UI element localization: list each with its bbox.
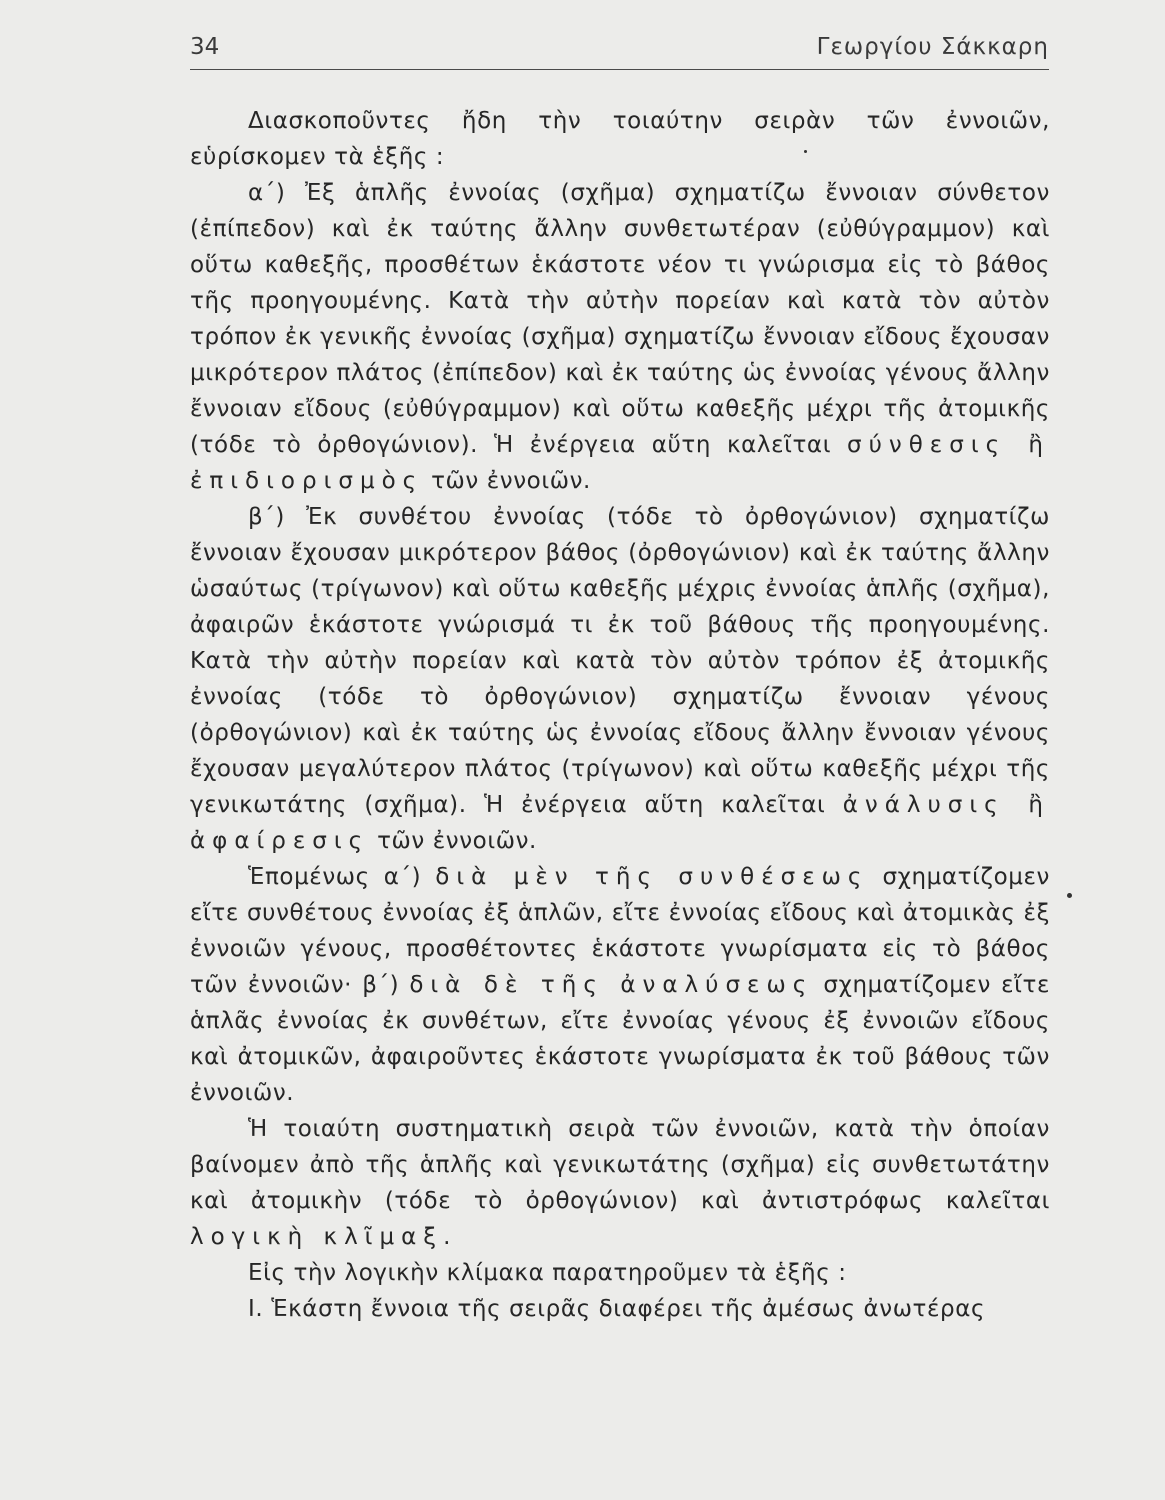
paragraph-observations-text: Εἰς τὴν λογικὴν κλίμακα παρατηροῦμεν τὰ ἑξῆς : xyxy=(248,1260,847,1286)
paragraph-consequently-middle: σχηματίζομεν εἴτε συνθέτους ἐννοίας ἐξ ἁπλῶν, εἴτε ἐννοίας εἴδους καὶ ἀτομικὰς ἐξ ἐννοιῶν γένους, προσθέτοντες ἑκάστοτε γνωρίσματα εἰς τὸ βάθος τῶν ἐννοιῶν· β΄) xyxy=(190,864,1050,998)
term-by-synthesis: διὰ μὲν τῆς συνθέσεως xyxy=(435,864,869,890)
term-logical-ladder: λογικὴ κλῖμαξ. xyxy=(190,1224,458,1250)
paragraph-logical-ladder xyxy=(190,1111,1050,1255)
paragraph-observations xyxy=(190,1255,1050,1291)
running-title: Γεωργίου Σάκκαρη xyxy=(816,34,1049,60)
body-text xyxy=(190,103,1050,1327)
paragraph-synthesis-end: τῶν ἐννοιῶν. xyxy=(431,468,591,494)
page-number: 34 xyxy=(190,34,220,60)
paragraph-intro xyxy=(190,103,1050,175)
paragraph-analysis-text: β΄) Ἐκ συνθέτου ἐννοίας (τόδε τὸ ὀρθογώνιον) σχηματίζω ἔννοιαν ἔχουσαν μικρότερον βάθος (ὀρθογώνιον) καὶ ἐκ ταύτης ἄλλην ὡσαύτως (τρίγωνον) καὶ οὕτω καθεξῆς μέχρις ἐννοίας ἁπλῆς (σχῆμα), ἀφαιρῶν ἑκάστοτε γνώρισμά τι ἐκ τοῦ βάθους τῆς προηγουμένης. Κατὰ τὴν αὐτὴν πορείαν καὶ κατὰ τὸν αὐτὸν τρόπον ἐξ ἀτομικῆς ἐννοίας (τόδε τὸ ὀρθογώνιον) σχηματίζω ἔννοιαν γένους (ὀρθογώνιον) καὶ ἐκ ταύτης ὡς ἐννοίας εἴδους ἄλλην ἔννοιαν γένους ἔχουσαν μεγαλύτερον πλάτος (τρίγωνον) καὶ οὕτω καθεξῆς μέχρι τῆς γενικωτάτης (σχῆμα). Ἡ ἐνέργεια αὕτη καλεῖται xyxy=(190,504,1050,818)
paragraph-consequently-end: σχηματίζομεν εἴτε ἁπλᾶς ἐννοίας ἐκ συνθέτων, εἴτε ἐννοίας γένους ἐξ ἐννοιῶν εἴδους καὶ ἀτομικῶν, ἀφαιροῦντες ἑκάστοτε γνωρίσματα ἐκ τοῦ βάθους τῶν ἐννοιῶν. xyxy=(190,972,1050,1106)
term-by-analysis: διὰ δὲ τῆς ἀναλύσεως xyxy=(409,972,814,998)
term-analysis: ἀνάλυσις ἢ ἀφαίρεσις xyxy=(190,792,1050,854)
paragraph-point-one xyxy=(190,1291,1050,1327)
paragraph-intro-text: Διασκοποῦντες ἤδη τὴν τοιαύτην σειρὰν τῶν ἐννοιῶν, εὑρίσκομεν τὰ ἑξῆς : xyxy=(190,108,1050,170)
paragraph-analysis xyxy=(190,499,1050,859)
paragraph-synthesis-text: α΄) Ἐξ ἁπλῆς ἐννοίας (σχῆμα) σχηματίζω ἔννοιαν σύνθετον (ἐπίπεδον) καὶ ἐκ ταύτης ἄλλην συνθετωτέραν (εὐθύγραμμον) καὶ οὕτω καθεξῆς, προσθέτων ἑκάστοτε νέον τι γνώρισμα εἰς τὸ βάθος τῆς προηγουμένης. Κατὰ τὴν αὐτὴν πορείαν καὶ κατὰ τὸν αὐτὸν τρόπον ἐκ γενικῆς ἐννοίας (σχῆμα) σχηματίζω ἔννοιαν εἴδους ἔχουσαν μικρότερον πλάτος (ἐπίπεδον) καὶ ἐκ ταύτης ὡς ἐννοίας γένους ἄλλην ἔννοιαν εἴδους (εὐθύγραμμον) καὶ οὕτω καθεξῆς μέχρι τῆς ἀτομικῆς (τόδε τὸ ὀρθογώνιον). Ἡ ἐνέργεια αὕτη καλεῖται xyxy=(190,180,1050,458)
paragraph-analysis-end: τῶν ἐννοιῶν. xyxy=(377,828,537,854)
paragraph-consequently-start: Ἑπομένως α΄) xyxy=(248,864,422,890)
term-synthesis: σύνθεσις ἢ ἐπιδιορισμὸς xyxy=(190,432,1050,494)
ink-speck xyxy=(1067,893,1072,898)
paragraph-synthesis xyxy=(190,175,1050,499)
paragraph-consequently xyxy=(190,859,1050,1111)
paragraph-point-one-text: Ι. Ἑκάστη ἔννοια τῆς σειρᾶς διαφέρει τῆς ἀμέσως ἀνωτέρας xyxy=(248,1296,986,1322)
paragraph-logical-ladder-text: Ἡ τοιαύτη συστηματικὴ σειρὰ τῶν ἐννοιῶν, κατὰ τὴν ὁποίαν βαίνομεν ἀπὸ τῆς ἁπλῆς καὶ γενικωτάτης (σχῆμα) εἰς συνθετωτάτην καὶ ἀτομικὴν (τόδε τὸ ὀρθογώνιον) καὶ ἀντιστρόφως καλεῖται xyxy=(190,1116,1050,1214)
ink-speck xyxy=(804,150,807,153)
header-rule xyxy=(190,69,1049,70)
page-header xyxy=(190,32,1049,66)
